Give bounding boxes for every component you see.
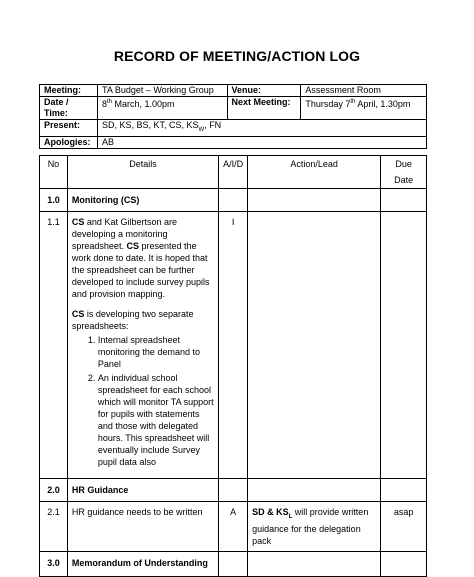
date-rest: March, 1.00pm	[112, 99, 175, 109]
present-value	[97, 120, 426, 137]
item-details: HR guidance needs to be written	[67, 502, 218, 552]
item-no: 1.1	[40, 212, 68, 479]
meeting-row	[40, 85, 427, 97]
empty-cell	[219, 189, 248, 212]
lead-text: will provide written guidance for the delegation pack	[252, 507, 369, 546]
present-list: SD, KS, BS, KT, CS, KS	[101, 120, 199, 130]
date-label: Date / Time:	[40, 97, 98, 120]
text: presented the work done to date. It is hoped that the spreadsheet can be further developed to include survey pupils and provision mapping.	[71, 241, 210, 299]
header-aid: A/I/D	[219, 156, 248, 189]
empty-cell	[381, 551, 427, 576]
section-row-hr	[40, 479, 427, 502]
item-no: 2.1	[40, 502, 68, 552]
name-cs: CS	[126, 241, 139, 251]
meeting-info-table	[39, 84, 427, 149]
header-no: No	[40, 156, 68, 189]
name-cs: CS	[71, 217, 85, 227]
lead-names: SD & KS	[252, 507, 289, 517]
text: is developing two separate spreadsheets:	[71, 309, 194, 331]
list-item: 2. An individual school spreadsheet for each school which will monitor TA support for pupils with statements and those with delegated hours. This spreadsheet will eventually include Survey pupil data also	[98, 372, 214, 468]
item-row-2-1	[40, 502, 427, 552]
details-paragraph-1	[72, 216, 214, 300]
item-due-date: asap	[381, 502, 427, 552]
lead-sub: L	[288, 513, 293, 520]
empty-cell	[248, 479, 381, 502]
meeting-label: Meeting:	[40, 85, 98, 97]
present-end: , FN	[204, 120, 222, 130]
empty-cell	[248, 551, 381, 576]
section-title: Monitoring (CS)	[67, 189, 218, 212]
empty-cell	[248, 212, 381, 479]
section-title: Memorandum of Understanding	[67, 551, 218, 576]
action-log-table	[39, 155, 427, 577]
next-meeting-label: Next Meeting:	[227, 97, 301, 120]
item-action-lead	[248, 502, 381, 552]
spreadsheet-list	[72, 334, 214, 468]
empty-cell	[219, 551, 248, 576]
date-sup: th	[107, 99, 113, 105]
present-sub: W	[198, 126, 205, 133]
name-cs: CS	[71, 309, 85, 319]
list-item: 1. Internal spreadsheet monitoring the demand to Panel	[98, 334, 214, 370]
next-day: Thursday 7	[305, 99, 351, 109]
empty-cell	[219, 479, 248, 502]
header-due: Due Date	[381, 156, 427, 189]
log-header-row	[40, 156, 427, 189]
item-details	[67, 212, 218, 479]
next-meeting-value	[301, 97, 427, 120]
item-row-1-1	[40, 212, 427, 479]
apologies-row	[40, 136, 427, 148]
document-title: RECORD OF MEETING/ACTION LOG	[113, 48, 361, 64]
present-row	[40, 120, 427, 137]
header-action: Action/Lead	[248, 156, 381, 189]
apologies-label: Apologies:	[40, 136, 98, 148]
venue-value: Assessment Room	[301, 85, 427, 97]
section-title: HR Guidance	[67, 479, 218, 502]
empty-cell	[381, 189, 427, 212]
next-sup: th	[350, 99, 356, 105]
section-no: 3.0	[40, 551, 68, 576]
section-no: 1.0	[40, 189, 68, 212]
date-value	[97, 97, 227, 120]
empty-cell	[381, 212, 427, 479]
present-label: Present:	[40, 120, 98, 137]
section-row-monitoring	[40, 189, 427, 212]
venue-label: Venue:	[227, 85, 301, 97]
empty-cell	[248, 189, 381, 212]
date-row	[40, 97, 427, 120]
details-paragraph-2	[72, 308, 214, 332]
section-no: 2.0	[40, 479, 68, 502]
date-day: 8	[101, 99, 107, 109]
meeting-value: TA Budget – Working Group	[97, 85, 227, 97]
empty-cell	[381, 479, 427, 502]
header-details: Details	[67, 156, 218, 189]
next-rest: April, 1.30pm	[355, 99, 411, 109]
item-aid: A	[219, 502, 248, 552]
text: and Kat Gilbertson are developing a monitoring spreadsheet.	[71, 217, 177, 251]
section-row-memorandum	[40, 551, 427, 576]
apologies-value: AB	[97, 136, 426, 148]
item-aid: I	[219, 212, 248, 479]
